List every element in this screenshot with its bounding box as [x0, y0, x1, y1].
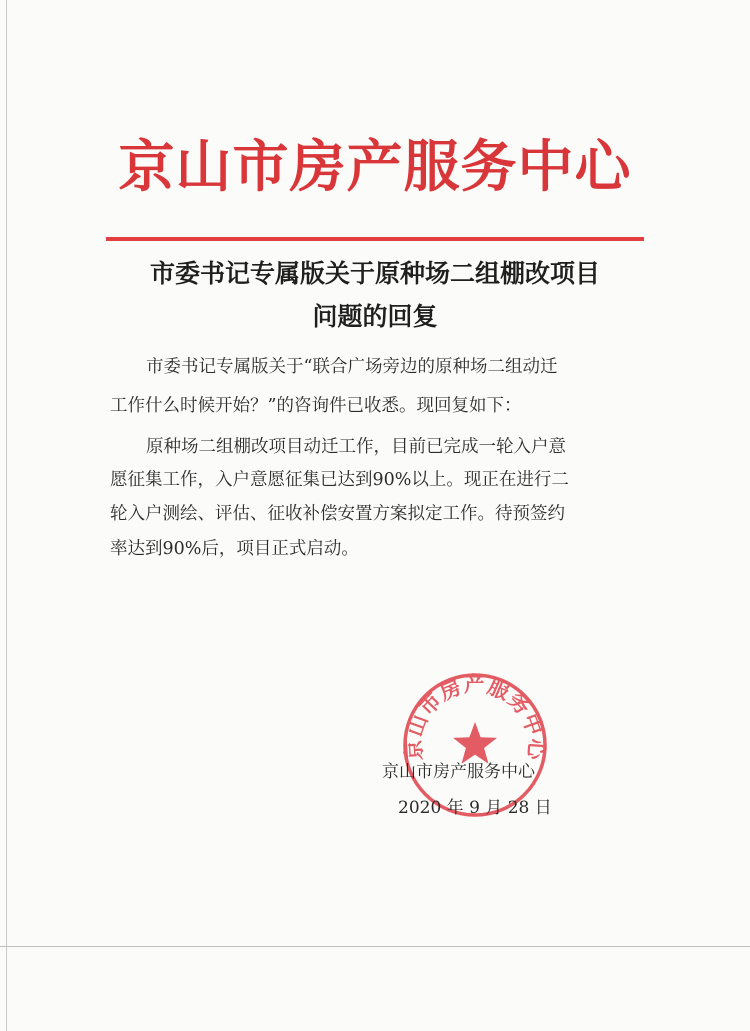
seal-text: 京山市房产服务中心	[400, 671, 550, 762]
body-line-1: 市委书记专属版关于“联合广场旁边的原种场二组动迁	[146, 357, 558, 377]
letterhead-title: 京山市房产服务中心	[118, 134, 632, 200]
document-title-line-1: 市委书记专属版关于原种场二组棚改项目	[149, 259, 600, 288]
body-line-6: 率达到90%后，项目正式启动。	[110, 539, 359, 559]
scan-edge-bottom	[0, 946, 750, 947]
body-line-5: 轮入户测绘、评估、征收补偿安置方案拟定工作。待预签约	[110, 504, 565, 524]
body-line-2: 工作什么时候开始？”的咨询件已收悉。现回复如下：	[110, 396, 522, 416]
letterhead-red-rule	[106, 237, 644, 241]
body-line-3: 原种场二组棚改项目动迁工作，目前已完成一轮入户意	[146, 437, 566, 457]
signature-date: 2020 年 9 月 28 日	[398, 798, 552, 818]
body-line-4: 愿征集工作，入户意愿征集已达到90%以上。现正在进行二	[110, 470, 569, 490]
signature-organization: 京山市房产服务中心	[382, 762, 535, 782]
document-title-line-2: 问题的回复	[312, 302, 438, 331]
scan-edge	[6, 0, 7, 1031]
